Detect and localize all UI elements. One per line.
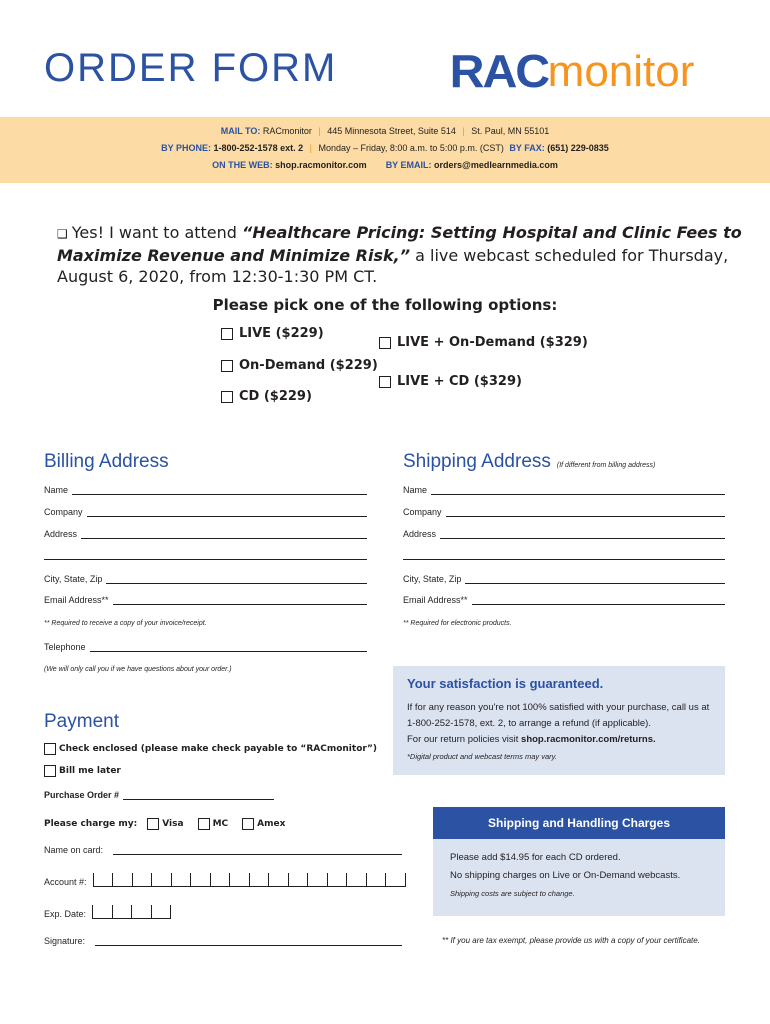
field-label: Purchase Order #: [44, 790, 120, 800]
billing-address-field[interactable]: [44, 529, 367, 539]
exp-date-field[interactable]: [44, 905, 171, 919]
satisfaction-title: Your satisfaction is guaranteed.: [407, 676, 604, 691]
field-label: Address: [403, 529, 437, 539]
field-label: Account #:: [44, 877, 87, 887]
billing-address-line2[interactable]: [44, 559, 367, 560]
billing-city-field[interactable]: [44, 574, 367, 584]
racmonitor-logo: [449, 45, 695, 97]
telephone-field[interactable]: [44, 642, 367, 652]
field-label: Email Address**: [403, 595, 468, 605]
checkbox[interactable]: [221, 328, 233, 340]
tax-exempt-note: ** If you are tax exempt, please provide us with a copy of your certificate.: [442, 936, 700, 945]
charge-label: Please charge my:: [44, 819, 138, 829]
charge-options: [44, 818, 285, 830]
field-label: City, State, Zip: [403, 574, 462, 584]
option-ondemand-label: On-Demand ($229): [239, 358, 378, 373]
attend-lead: Yes! I want to attend: [71, 223, 243, 242]
email-value[interactable]: orders@medlearnmedia.com: [434, 160, 558, 170]
option-live-ondemand-label: LIVE + On-Demand ($329): [397, 335, 588, 350]
option-live-ondemand[interactable]: [379, 335, 588, 350]
mc-label: MC: [212, 819, 229, 829]
visa-label: Visa: [162, 819, 184, 829]
field-label: Signature:: [44, 936, 86, 946]
shipping-heading: [403, 451, 655, 473]
shipping-email-field[interactable]: [403, 595, 725, 605]
checkbox[interactable]: [379, 376, 391, 388]
option-cd[interactable]: [221, 389, 312, 404]
shipping-heading-note: (If different from billing address): [556, 462, 656, 469]
attend-statement: [57, 222, 747, 287]
satisfaction-text1: If for any reason you're not 100% satisfied with your purchase, call us at 1-800-252-1578, ext. 2, to arrange a refund (if applicable).: [407, 702, 710, 729]
shipping-name-field[interactable]: [403, 485, 725, 495]
phone-value: 1-800-252-1578 ext. 2: [213, 143, 304, 153]
phone-line: BY PHONE: 1-800-252-1578 ext. 2 | Monday – Friday, 8:00 a.m. to 5:00 p.m. (CST) BY FAX: (651) 229-0835: [161, 143, 609, 153]
amex-label: Amex: [257, 819, 286, 829]
checkbox[interactable]: [44, 743, 56, 755]
billing-heading: Billing Address: [44, 451, 169, 472]
name-on-card-field[interactable]: [44, 845, 402, 855]
shipping-charges-panel: [433, 839, 725, 916]
bill-later-option[interactable]: [44, 765, 121, 777]
mail-label: MAIL TO:: [220, 126, 261, 136]
returns-link[interactable]: shop.racmonitor.com/returns.: [521, 734, 656, 745]
fax-label: BY FAX:: [509, 143, 545, 153]
mail-city: St. Paul, MN 55101: [471, 126, 550, 136]
mail-name: RACmonitor: [262, 126, 312, 136]
web-value[interactable]: shop.racmonitor.com: [275, 160, 367, 170]
option-ondemand[interactable]: [221, 358, 378, 373]
check-enclosed-label: Check enclosed (please make check payable to “RACmonitor”): [59, 744, 378, 754]
amex-checkbox[interactable]: [242, 818, 254, 830]
shipping-charges-line1: Please add $14.95 for each CD ordered.: [450, 852, 621, 863]
option-cd-label: CD ($229): [239, 389, 312, 404]
field-label: Name on card:: [44, 845, 104, 855]
billing-company-field[interactable]: [44, 507, 367, 517]
mail-line: MAIL TO: RACmonitor | 445 Minnesota Street, Suite 514 | St. Paul, MN 55101: [220, 126, 550, 136]
web-label: ON THE WEB:: [212, 160, 273, 170]
phone-label: BY PHONE:: [161, 143, 212, 153]
billing-name-field[interactable]: [44, 485, 367, 495]
option-live-cd[interactable]: [379, 374, 522, 389]
attend-rest: a live webcast scheduled for Thursday, August 6, 2020, from 12:30-1:30 PM CT.: [57, 246, 729, 286]
shipping-address-line2[interactable]: [403, 559, 725, 560]
phone-hours: Monday – Friday, 8:00 a.m. to 5:00 p.m. (CST): [318, 143, 504, 153]
billing-email-note: ** Required to receive a copy of your invoice/receipt.: [44, 620, 207, 627]
account-number-cells[interactable]: [93, 873, 406, 887]
logo-monitor-text: monitor: [547, 47, 695, 96]
payment-heading: Payment: [44, 711, 119, 732]
field-label: Company: [403, 507, 442, 517]
field-label: Name: [44, 485, 69, 495]
shipping-charges-line3: Shipping costs are subject to change.: [450, 889, 575, 898]
shipping-city-field[interactable]: [403, 574, 725, 584]
shipping-address-field[interactable]: [403, 529, 725, 539]
shipping-company-field[interactable]: [403, 507, 725, 517]
check-enclosed-option[interactable]: [44, 743, 377, 755]
attend-checkbox[interactable]: ❑: [57, 227, 68, 241]
exp-date-cells[interactable]: [92, 905, 171, 919]
purchase-order-field[interactable]: [44, 790, 274, 800]
bill-later-label: Bill me later: [59, 766, 121, 776]
checkbox[interactable]: [44, 765, 56, 777]
option-live-label: LIVE ($229): [239, 326, 324, 341]
shipping-email-note: ** Required for electronic products.: [403, 620, 512, 627]
mc-checkbox[interactable]: [198, 818, 210, 830]
visa-checkbox[interactable]: [147, 818, 159, 830]
satisfaction-text: [407, 700, 717, 748]
option-live-cd-label: LIVE + CD ($329): [397, 374, 522, 389]
field-label: Telephone: [44, 642, 86, 652]
field-label: Email Address**: [44, 595, 109, 605]
telephone-note: (We will only call you if we have questions about your order.): [44, 666, 232, 673]
option-live[interactable]: [221, 326, 324, 341]
signature-field[interactable]: [44, 936, 402, 946]
page-title: ORDER FORM: [44, 46, 338, 90]
event-title: “Healthcare Pricing: Setting Hospital and Clinic Fees to Maximize Revenue and Minimize Risk,”: [57, 223, 742, 265]
shipping-heading-text: Shipping Address: [403, 451, 551, 472]
satisfaction-text2-lead: For our return policies visit: [407, 734, 522, 745]
options-title: Please pick one of the following options:: [212, 296, 558, 314]
logo-rac-text: RAC: [449, 45, 549, 97]
satisfaction-panel: [393, 666, 725, 775]
field-label: City, State, Zip: [44, 574, 103, 584]
checkbox[interactable]: [221, 360, 233, 372]
fax-value: (651) 229-0835: [547, 143, 609, 153]
field-label: Exp. Date:: [44, 909, 87, 919]
contact-band: [0, 117, 770, 183]
field-label: Name: [403, 485, 428, 495]
field-label: Address: [44, 529, 78, 539]
shipping-charges-header: Shipping and Handling Charges: [433, 807, 725, 839]
field-label: Company: [44, 507, 83, 517]
satisfaction-note: *Digital product and webcast terms may vary.: [407, 752, 557, 761]
checkbox[interactable]: [221, 391, 233, 403]
mail-street: 445 Minnesota Street, Suite 514: [327, 126, 456, 136]
web-line: [0, 160, 770, 170]
email-label: BY EMAIL:: [385, 160, 432, 170]
account-number-field[interactable]: [44, 873, 406, 887]
shipping-charges-line2: No shipping charges on Live or On-Demand webcasts.: [450, 870, 681, 881]
billing-email-field[interactable]: [44, 595, 367, 605]
checkbox[interactable]: [379, 337, 391, 349]
